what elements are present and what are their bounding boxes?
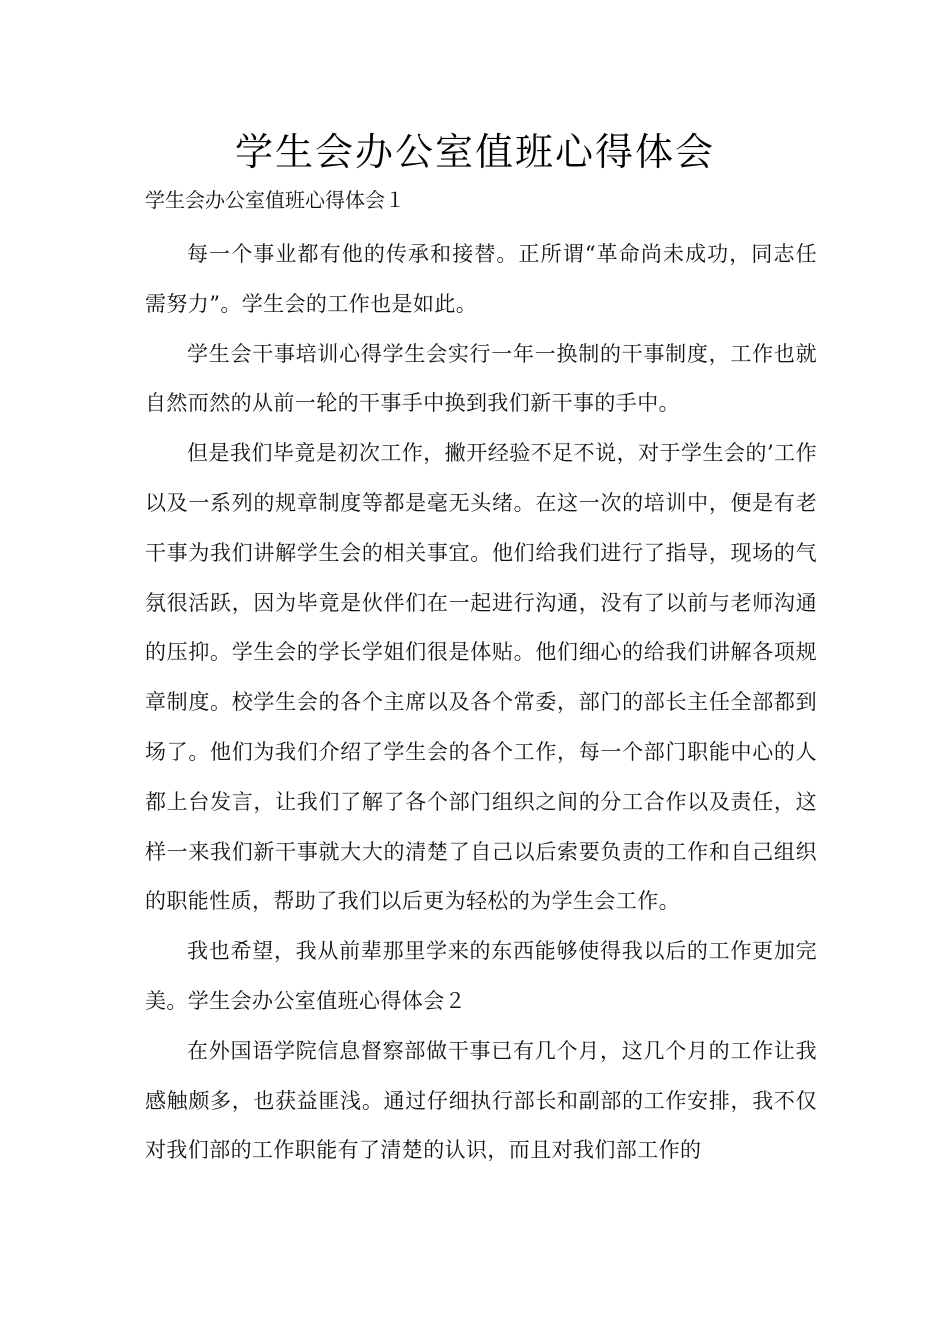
paragraph: 学生会干事培训心得学生会实行一年一换制的干事制度，工作也就自然而然的从前一轮的干事手中换到我们新干事的手中。: [145, 341, 817, 416]
paragraph: 我也希望，我从前辈那里学来的东西能够使得我以后的工作更加完美。学生会办公室值班心得体会２: [145, 939, 817, 1013]
paragraph: 在外国语学院信息督察部做干事已有几个月，这几个月的工作让我感触颇多，也获益匪浅。通过仔细执行部长和副部的工作安排，我不仅对我们部的工作职能有了清楚的认识，而且对我们部工作的: [145, 1038, 817, 1163]
section-heading: 学生会办公室值班心得体会１: [145, 188, 405, 212]
document-body: [145, 230, 817, 1176]
paragraph: 每一个事业都有他的传承和接替。正所谓“革命尚未成功，同志任需努力”。学生会的工作也是如此。: [145, 242, 817, 316]
paragraph: 但是我们毕竟是初次工作，撇开经验不足不说，对于学生会的’工作以及一系列的规章制度等都是毫无头绪。在这一次的培训中，便是有老干事为我们讲解学生会的相关事宜。他们给我们进行了指导，现场的气氛很活跃，因为毕竟是伙伴们在一起进行沟通，没有了以前与老师沟通的压抑。学生会的学长学姐们很是体贴。他们细心的给我们讲解各项规章制度。校学生会的各个主席以及各个常委，部门的部长主任全部都到场了。他们为我们介绍了学生会的各个工作，每一个部门职能中心的人都上台发言，让我们了解了各个部门组织之间的分工合作以及责任，这样一来我们新干事就大大的清楚了自己以后索要负责的工作和自己组织的职能性质，帮助了我们以后更为轻松的为学生会工作。: [145, 441, 817, 914]
document-title: 学生会办公室值班心得体会: [234, 130, 715, 174]
